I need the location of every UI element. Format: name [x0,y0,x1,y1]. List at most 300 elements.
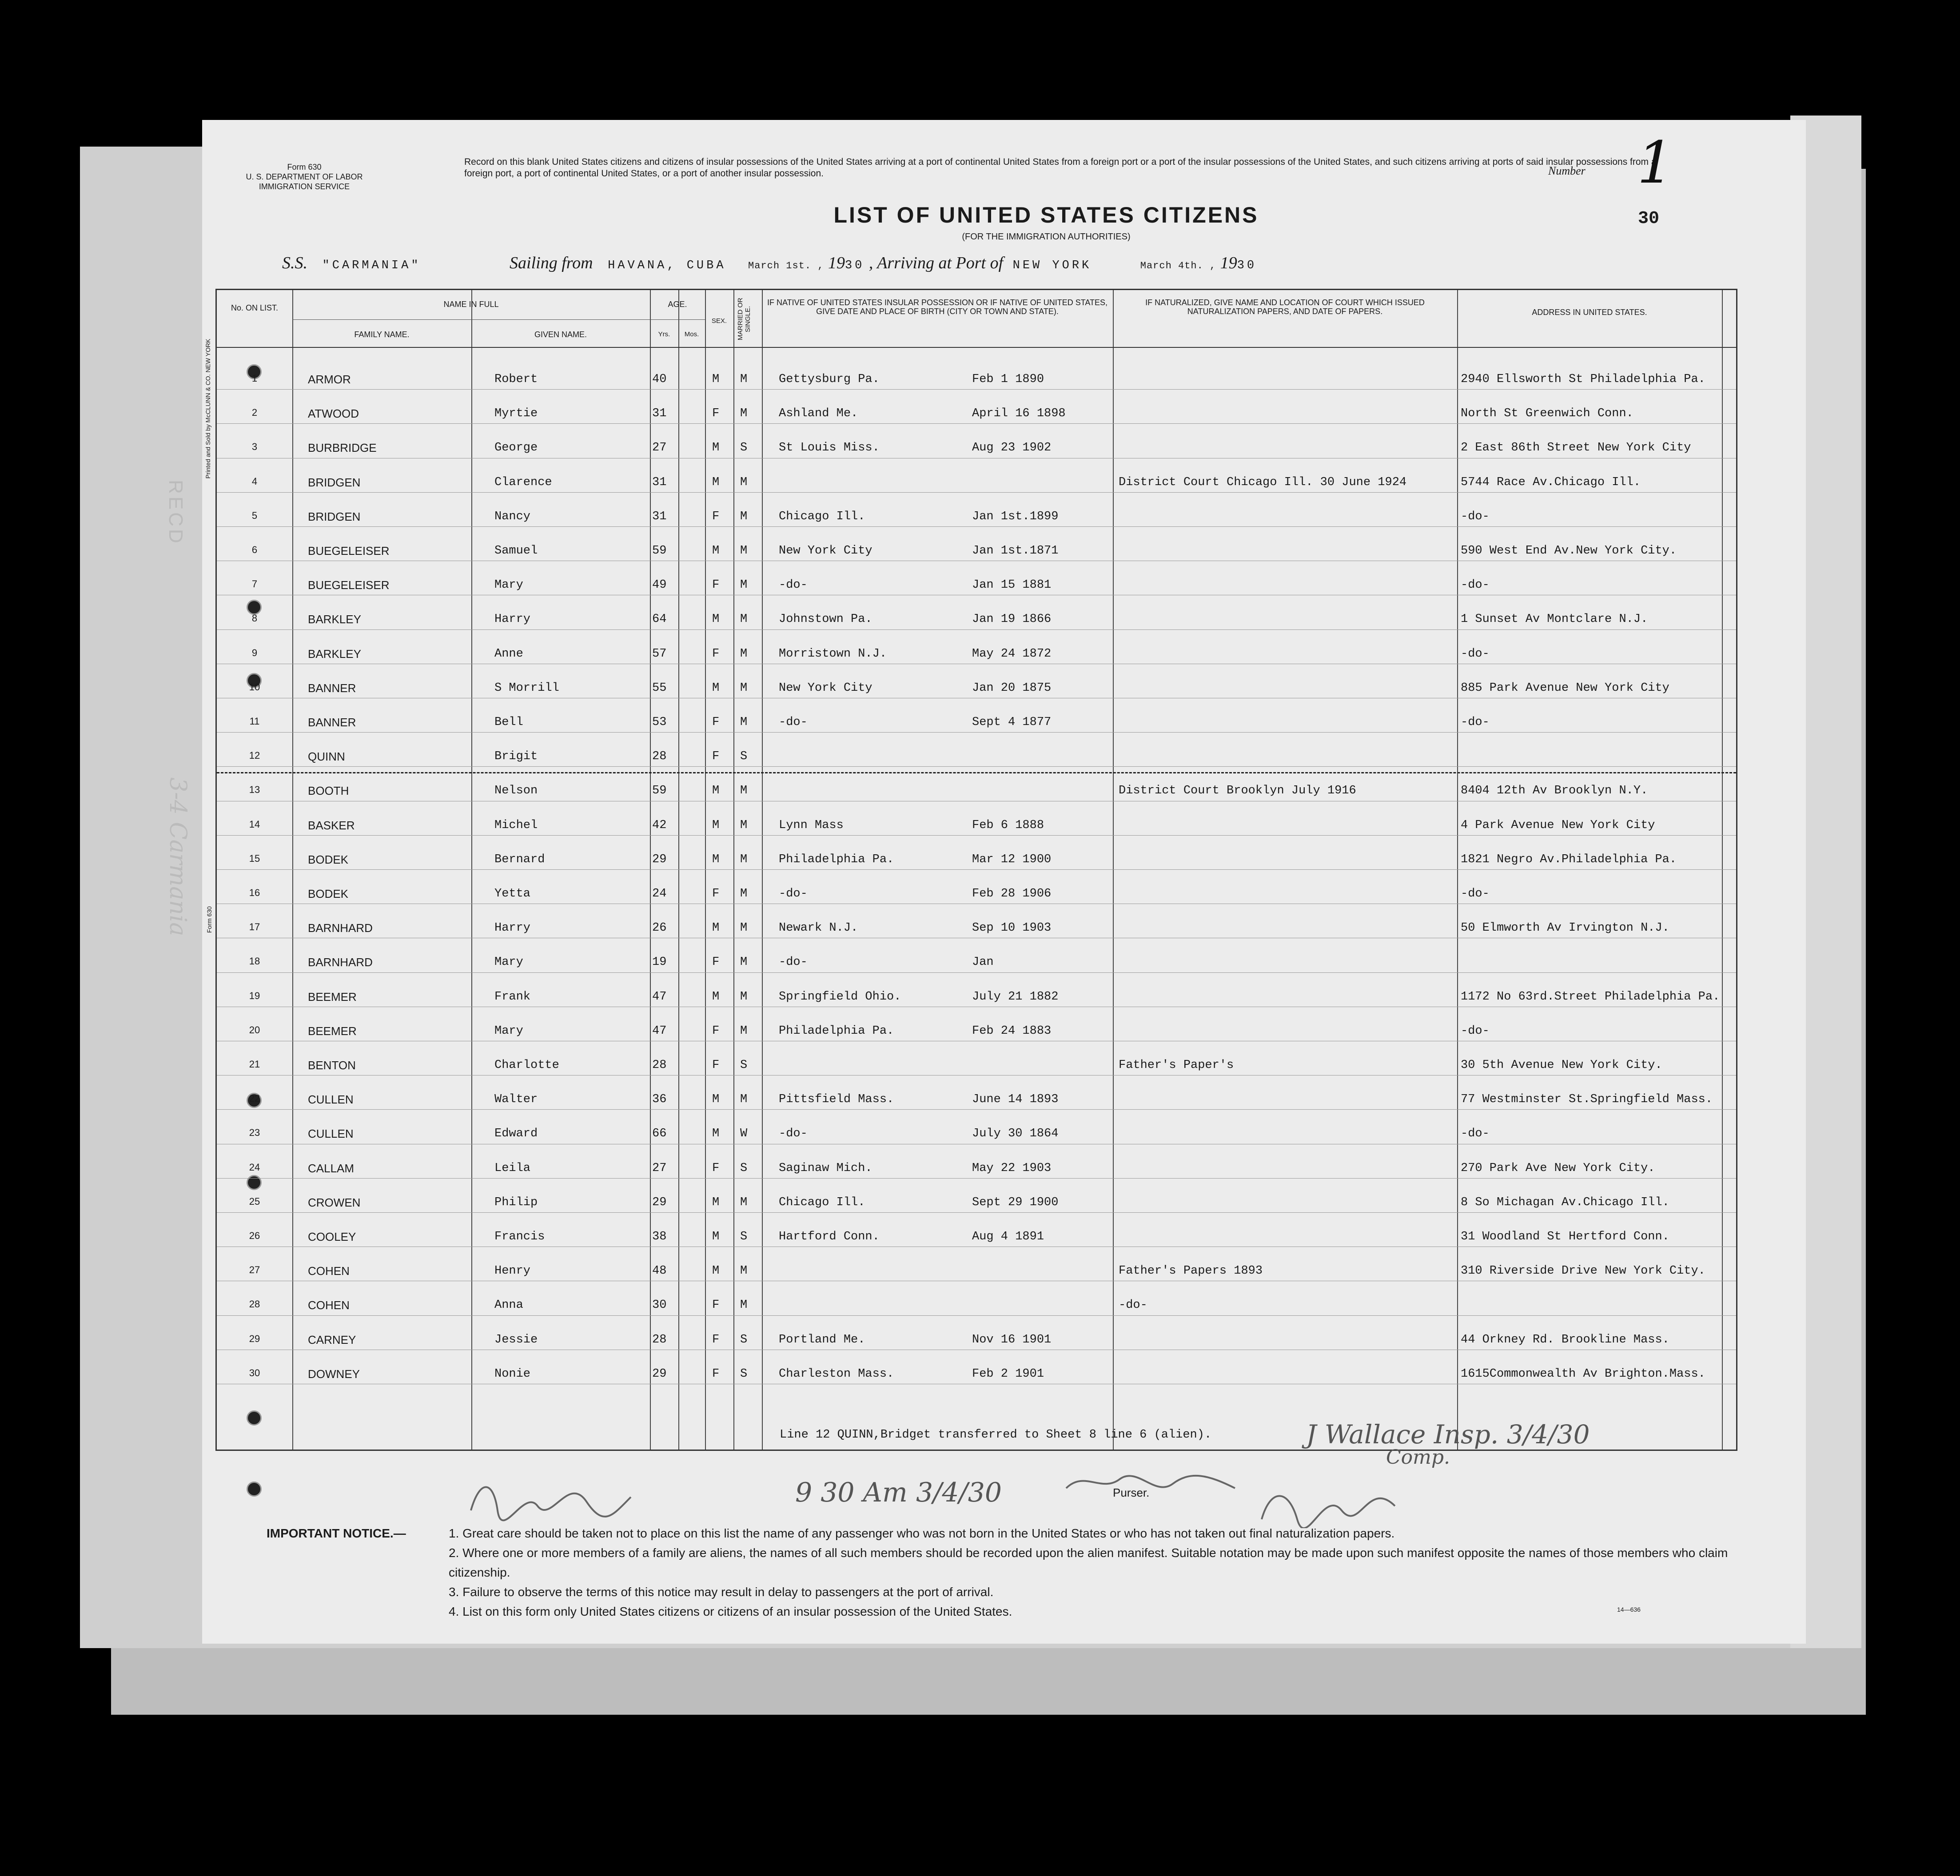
cell-given: Yetta [494,887,531,900]
cell-place: New York City [779,681,872,695]
cell-address: 1172 No 63rd.Street Philadelphia Pa. [1461,990,1720,1004]
cell-ms: M [740,681,748,695]
cell-age: 29 [652,1195,667,1209]
cell-date: Feb 1 1890 [972,373,1044,386]
cell-place: Chicago Ill. [779,510,865,523]
cell-no: 14 [249,818,260,830]
cell-ms: S [740,1230,748,1243]
cell-sex: M [712,475,720,489]
cell-family: BANNER [308,681,356,695]
cell-sex: M [712,1230,720,1243]
cell-family: ATWOOD [308,407,359,421]
to-port: NEW YORK [1012,259,1092,272]
cell-place: Saginaw Mich. [779,1161,872,1175]
cell-given: Harry [494,613,531,626]
cell-no: 18 [249,956,260,967]
cell-ms: M [740,1195,748,1209]
number-label: Number [1548,164,1586,177]
cell-ms: M [740,887,748,900]
cell-given: Nancy [494,510,531,523]
col-birth: IF NATIVE OF UNITED STATES INSULAR POSSESSION OR IF NATIVE OF UNITED STATES, GIVE DATE AND PLACE OF BIRTH (CITY OR TOWN AND STATE). [767,298,1108,316]
cell-address: 590 West End Av.New York City. [1461,544,1677,558]
cell-age: 26 [652,921,667,935]
cell-place: Hartford Conn. [779,1230,880,1243]
cell-no: 23 [249,1127,260,1139]
cell-sex: M [712,852,720,866]
cell-no: 19 [249,990,260,1001]
row-rule [217,389,1736,390]
cell-no: 3 [251,441,258,453]
cell-address: North St Greenwich Conn. [1461,407,1633,421]
cell-date: Jan 1st.1899 [972,510,1059,523]
notice-title: IMPORTANT NOTICE.— [267,1526,406,1540]
arrive-year: 30 [1237,259,1257,272]
cell-place: -do- [779,956,808,969]
cell-family: ARMOR [308,373,351,386]
cell-given: Bernard [494,852,545,866]
cell-given: Samuel [494,544,538,558]
cell-address: 31 Woodland St Hertford Conn. [1461,1230,1669,1243]
cell-sex: M [712,990,720,1004]
cell-sex: F [712,1298,720,1312]
cell-address: -do- [1461,1024,1490,1038]
cell-ms: S [740,750,748,764]
cell-family: BARKLEY [308,613,361,626]
cell-age: 47 [652,990,667,1004]
row-rule [217,629,1736,630]
cell-ms: S [740,1333,748,1346]
cell-given: S Morrill [494,681,559,695]
cell-date: May 24 1872 [972,647,1052,661]
sail-year-prefix: 19 [828,254,845,272]
cell-given: Anne [494,647,523,661]
cell-family: BOOTH [308,784,349,798]
cell-place: -do- [779,578,808,592]
passenger-table [215,289,1737,1451]
cell-family: BANNER [308,716,356,729]
cell-address: 270 Park Ave New York City. [1461,1161,1655,1175]
number-value: 1 [1637,129,1674,196]
cell-sex: M [712,784,720,798]
cell-family: BEEMER [308,1024,357,1038]
cell-place: Portland Me. [779,1333,865,1346]
cell-sex: F [712,1161,720,1175]
cell-age: 29 [652,1367,667,1381]
cell-sex: M [712,544,720,558]
cell-no: 26 [249,1230,260,1241]
cell-date: Feb 24 1883 [972,1024,1052,1038]
from-port: HAVANA, CUBA [608,259,726,272]
cell-date: Jan 20 1875 [972,681,1052,695]
ref-code: 14—636 [1617,1606,1641,1613]
notice-item: 3. Failure to observe the terms of this notice may result in delay to passengers at the port of arrival. [449,1585,994,1599]
printer-imprint: Printed and Sold by McCLUNN & CO. NEW YORK [204,339,211,479]
row-rule [217,1212,1736,1213]
cell-age: 64 [652,613,667,626]
cell-age: 36 [652,1093,667,1107]
cell-given: Brigit [494,750,538,764]
cell-given: Robert [494,373,538,386]
cell-sex: M [712,818,720,832]
cell-age: 40 [652,373,667,386]
cell-family: CULLEN [308,1093,354,1107]
cell-age: 27 [652,1161,667,1175]
cell-no: 30 [249,1367,260,1378]
cell-ms: M [740,1024,748,1038]
record-notice: Record on this blank United States citizens and citizens of insular possessions of the United States arriving at a port of continental United States from a foreign port or a port of the insular possessions of the United States, and such citizens arriving at ports of said insular possessions from a foreign port, a port of continental United States, or a port of another insular possession. [464,157,1657,179]
cell-place: New York City [779,544,872,558]
cell-address: 30 5th Avenue New York City. [1461,1059,1662,1072]
punch-hole [247,1482,262,1497]
cell-ms: M [740,1298,748,1312]
cell-given: Nonie [494,1367,531,1381]
cell-address: 5744 Race Av.Chicago Ill. [1461,475,1641,489]
row-rule [217,869,1736,870]
cell-sex: M [712,1127,720,1141]
cell-age: 30 [652,1298,667,1312]
cell-ms: M [740,990,748,1004]
cell-ms: M [740,510,748,523]
cell-address: 44 Orkney Rd. Brookline Mass. [1461,1333,1669,1346]
cell-age: 27 [652,441,667,455]
cell-given: Edward [494,1127,538,1141]
cell-ms: M [740,475,748,489]
sail-date: March 1st. , [748,260,824,271]
cell-address: 8404 12th Av Brooklyn N.Y. [1461,784,1648,798]
cell-no: 29 [249,1333,260,1344]
cell-date: April 16 1898 [972,407,1066,421]
cell-age: 49 [652,578,667,592]
cell-age: 31 [652,407,667,421]
cell-given: Mary [494,578,523,592]
ss-label: S.S. [282,254,307,272]
cell-no: 5 [251,510,258,521]
cell-no: 13 [249,784,260,796]
cell-age: 53 [652,716,667,729]
cell-date: Jan 15 1881 [972,578,1052,592]
form-subtitle: (FOR THE IMMIGRATION AUTHORITIES) [962,232,1131,242]
arrive-year-prefix: 19 [1220,254,1237,272]
cell-ms: M [740,544,748,558]
cell-no: 4 [251,475,258,487]
cell-given: Charlotte [494,1059,559,1072]
cell-family: BENTON [308,1059,356,1072]
cell-address: -do- [1461,647,1490,661]
cell-family: BUEGELEISER [308,544,390,558]
cell-date: Feb 6 1888 [972,818,1044,832]
sailing-label: Sailing from [510,254,593,272]
cell-family: COHEN [308,1298,350,1312]
cell-age: 47 [652,1024,667,1038]
cell-date: Mar 12 1900 [972,852,1052,866]
cell-family: BODEK [308,852,349,866]
cell-sex: F [712,407,720,421]
cell-given: Jessie [494,1333,538,1346]
row-rule [217,835,1736,836]
cell-family: BODEK [308,887,349,900]
cell-age: 48 [652,1264,667,1278]
cell-age: 28 [652,750,667,764]
cell-age: 66 [652,1127,667,1141]
cell-age: 59 [652,784,667,798]
cell-given: Leila [494,1161,531,1175]
col-no: No. ON LIST. [231,303,279,312]
signatures [453,1462,1564,1528]
cell-natur: -do- [1119,1298,1147,1312]
cell-family: BURBRIDGE [308,441,377,455]
cell-no: 10 [249,681,260,693]
cell-sex: F [712,510,720,523]
cell-sex: M [712,681,720,695]
cell-ms: S [740,1161,748,1175]
col-yrs: Yrs. [658,331,670,338]
department: U. S. DEPARTMENT OF LABOR [246,172,363,181]
notice-item: 4. List on this form only United States citizens or citizens of an insular possession of the United States. [449,1605,1012,1618]
cell-age: 19 [652,956,667,969]
cell-age: 31 [652,510,667,523]
cell-sex: M [712,613,720,626]
row-rule [217,526,1736,527]
cell-age: 31 [652,475,667,489]
cell-date: Sept 29 1900 [972,1195,1059,1209]
cell-sex: F [712,956,720,969]
handwritten-comp: Comp. [1386,1446,1450,1469]
cell-sex: F [712,1367,720,1381]
row-rule [217,1178,1736,1179]
cell-no: 16 [249,887,260,898]
cell-age: 42 [652,818,667,832]
cell-ms: M [740,647,748,661]
cell-date: Aug 4 1891 [972,1230,1044,1243]
cell-ms: M [740,921,748,935]
cell-date: Sep 10 1903 [972,921,1052,935]
cell-family: BRIDGEN [308,475,361,489]
purser-label: Purser. [1113,1486,1150,1499]
cell-age: 59 [652,544,667,558]
cell-ms: M [740,956,748,969]
cell-family: CULLEN [308,1127,354,1141]
cell-address: 885 Park Avenue New York City [1461,681,1669,695]
cell-given: Myrtie [494,407,538,421]
cell-address: 8 So Michagan Av.Chicago Ill. [1461,1195,1669,1209]
cell-no: 7 [251,578,258,590]
cell-place: Johnstown Pa. [779,613,872,626]
cell-sex: M [712,1195,720,1209]
cell-ms: S [740,1367,748,1381]
cell-place: Gettysburg Pa. [779,373,880,386]
cell-no: 8 [251,613,258,624]
cell-no: 15 [249,852,260,864]
cell-place: Lynn Mass [779,818,844,832]
cell-natur: District Court Brooklyn July 1916 [1119,784,1356,798]
sheet-number: 30 [1638,209,1660,229]
cell-no: 22 [249,1093,260,1104]
cell-sex: M [712,921,720,935]
row-rule [217,732,1736,733]
cell-family: COHEN [308,1264,350,1278]
cell-address: -do- [1461,716,1490,729]
cell-date: Feb 2 1901 [972,1367,1044,1381]
cell-age: 29 [652,852,667,866]
cell-given: Francis [494,1230,545,1243]
cell-place: Philadelphia Pa. [779,1024,894,1038]
notice-list [449,1524,1728,1621]
cell-address: 4 Park Avenue New York City [1461,818,1655,832]
cell-family: BARKLEY [308,647,361,661]
cell-ms: M [740,373,748,386]
cell-address: -do- [1461,510,1490,523]
cell-address: 2940 Ellsworth St Philadelphia Pa. [1461,373,1705,386]
cell-given: Walter [494,1093,538,1107]
cell-age: 57 [652,647,667,661]
cell-place: St Louis Miss. [779,441,880,455]
cell-family: QUINN [308,750,345,764]
cell-date: Nov 16 1901 [972,1333,1052,1346]
form-number: Form 630 [287,163,322,171]
cell-date: May 22 1903 [972,1161,1052,1175]
cell-family: BARNHARD [308,956,373,969]
row-rule [217,972,1736,973]
cell-ms: M [740,407,748,421]
cell-sex: F [712,887,720,900]
cell-place: Ashland Me. [779,407,858,421]
cell-no: 2 [251,407,258,418]
notice-item: 1. Great care should be taken not to place on this list the name of any passenger who was not born in the United States or who has not taken out final naturalization papers. [449,1526,1395,1540]
cell-date: Jan 1st.1871 [972,544,1059,558]
cell-family: CALLAM [308,1161,355,1175]
cell-no: 28 [249,1298,260,1310]
cell-no: 1 [251,373,258,384]
col-given: GIVEN NAME. [534,330,587,339]
cell-given: Clarence [494,475,552,489]
cell-no: 11 [249,716,260,727]
cell-family: BASKER [308,818,355,832]
handwritten-inspector: J Wallace Insp. 3/4/30 [1306,1419,1590,1450]
cell-given: Bell [494,716,523,729]
cell-date: June 14 1893 [972,1093,1059,1107]
cell-family: BEEMER [308,990,357,1004]
cell-no: 12 [249,750,260,761]
cell-given: Michel [494,818,538,832]
cell-no: 27 [249,1264,260,1276]
cell-no: 9 [251,647,258,658]
row-rule [217,766,1736,767]
cell-sex: F [712,578,720,592]
transfer-note: Line 12 QUINN,Bridget transferred to Sheet 8 line 6 (alien). [780,1428,1212,1442]
cell-date: July 21 1882 [972,990,1059,1004]
arrive-date: March 4th. , [1140,260,1216,271]
cell-ms: M [740,1093,748,1107]
cell-given: Anna [494,1298,523,1312]
cell-ms: W [740,1127,748,1141]
cell-natur: Father's Paper's [1119,1059,1234,1072]
row-rule [217,492,1736,493]
ship-name: "CARMANIA" [322,259,421,272]
sail-year: 30 [845,259,865,272]
cell-family: COOLEY [308,1230,356,1243]
cell-given: Henry [494,1264,531,1278]
cell-sex: F [712,750,720,764]
cell-no: 21 [249,1059,260,1070]
cell-sex: M [712,1093,720,1107]
cell-date: July 30 1864 [972,1127,1059,1141]
cell-sex: F [712,716,720,729]
row-12-strike [217,772,1736,773]
cell-address: -do- [1461,578,1490,592]
cell-given: Nelson [494,784,538,798]
cell-sex: M [712,1264,720,1278]
cell-ms: M [740,613,748,626]
cell-sex: F [712,1059,720,1072]
cell-ms: S [740,1059,748,1072]
cell-ms: S [740,441,748,455]
cell-given: Mary [494,956,523,969]
cell-no: 17 [249,921,260,933]
cell-place: -do- [779,887,808,900]
cell-given: Harry [494,921,531,935]
row-rule [217,1109,1736,1110]
cell-natur: District Court Chicago Ill. 30 June 1924 [1119,475,1407,489]
col-naturalization: IF NATURALIZED, GIVE NAME AND LOCATION OF COURT WHICH ISSUED NATURALIZATION PAPERS, AND DATE OF PAPERS. [1145,298,1425,316]
cell-address: 77 Westminster St.Springfield Mass. [1461,1093,1713,1107]
cell-ms: M [740,578,748,592]
cell-given: Frank [494,990,531,1004]
cell-age: 38 [652,1230,667,1243]
service: IMMIGRATION SERVICE [259,182,350,191]
cell-age: 55 [652,681,667,695]
cell-date: Feb 28 1906 [972,887,1052,900]
row-rule [217,423,1736,424]
col-mos: Mos. [684,331,699,338]
cell-family: CROWEN [308,1195,361,1209]
cell-family: BARNHARD [308,921,373,935]
cell-family: CARNEY [308,1333,356,1346]
cell-ms: M [740,818,748,832]
cell-given: George [494,441,538,455]
cell-place: Springfield Ohio. [779,990,901,1004]
cell-ms: M [740,784,748,798]
cell-family: DOWNEY [308,1367,360,1381]
handwritten-time: 9 30 Am 3/4/30 [795,1477,1002,1508]
cell-family: BRIDGEN [308,510,361,523]
cell-natur: Father's Papers 1893 [1119,1264,1263,1278]
cell-age: 28 [652,1059,667,1072]
col-sex: SEX. [711,317,727,325]
cell-sex: F [712,1333,720,1346]
voyage-line [282,253,1793,273]
cell-place: -do- [779,1127,808,1141]
cell-given: Mary [494,1024,523,1038]
cell-place: -do- [779,716,808,729]
col-address: ADDRESS IN UNITED STATES. [1532,308,1647,317]
cell-address: 1 Sunset Av Montclare N.J. [1461,613,1648,626]
cell-sex: M [712,373,720,386]
cell-sex: F [712,1024,720,1038]
cell-place: Morristown N.J. [779,647,887,661]
cell-ms: M [740,1264,748,1278]
form-id-block [211,162,398,191]
cell-address: 1821 Negro Av.Philadelphia Pa. [1461,852,1677,866]
cell-address: 2 East 86th Street New York City [1461,441,1691,455]
cell-address: 50 Elmworth Av Irvington N.J. [1461,921,1669,935]
cell-place: Newark N.J. [779,921,858,935]
cell-place: Philadelphia Pa. [779,852,894,866]
cell-family: BUEGELEISER [308,578,390,592]
col-name-in-full: NAME IN FULL [443,300,499,309]
side-handwriting: 3-4 Carmania [164,777,191,936]
form-title: LIST OF UNITED STATES CITIZENS [833,203,1259,227]
cell-age: 28 [652,1333,667,1346]
